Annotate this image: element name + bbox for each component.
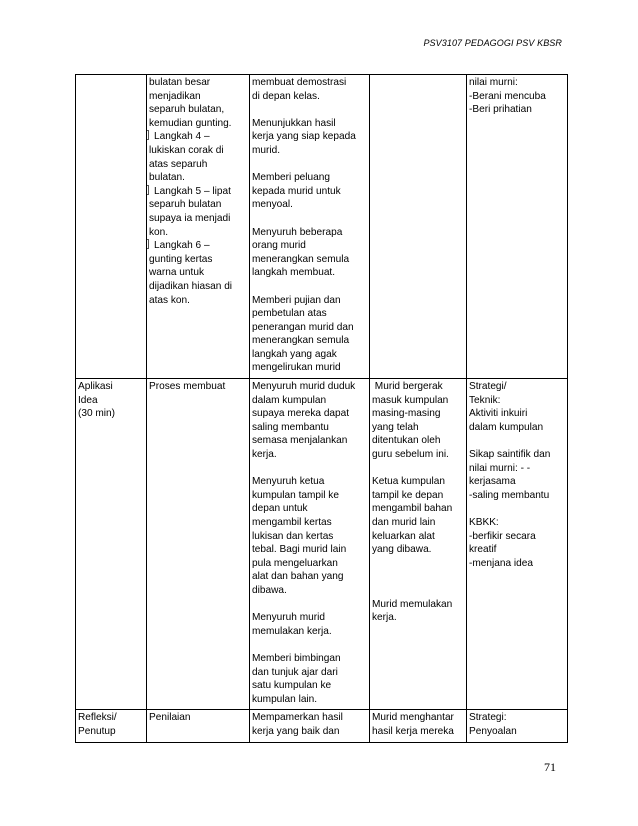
- text-line: Sikap saintifik dan: [469, 449, 551, 461]
- text-line: nilai murni: - -: [469, 462, 531, 474]
- teacher-activity-cell: [250, 379, 370, 710]
- text-line: kumpulan tampil ke: [252, 489, 339, 501]
- text-line: orang murid: [252, 240, 306, 252]
- notes-cell: [467, 75, 568, 379]
- text-line: Memberi pujian dan: [252, 294, 341, 306]
- lesson-plan-table: [75, 74, 568, 743]
- content-cell: [147, 379, 250, 710]
- text-line: atas kon.: [149, 294, 190, 306]
- text-line: Aplikasi: [78, 381, 113, 393]
- text-line: kerja yang siap kepada: [252, 131, 356, 143]
- text-line: di depan kelas.: [252, 90, 320, 102]
- text-line: dalam kumpulan: [469, 421, 544, 433]
- text-line: dibawa.: [252, 584, 287, 596]
- text-line: Penilaian: [149, 712, 191, 724]
- text-line: memulakan kerja.: [252, 625, 332, 637]
- table-row: [76, 710, 568, 742]
- bullet-text: Langkah 5 – lipat: [154, 185, 231, 197]
- text-line: supaya ia menjadi: [149, 212, 231, 224]
- blank-line: [252, 212, 367, 226]
- text-line: menerangkan semula: [252, 335, 350, 347]
- bullet-text: Langkah 4 –: [154, 131, 210, 143]
- text-line: Penutup: [78, 725, 116, 737]
- blank-line: [372, 584, 464, 598]
- blank-line: [372, 462, 464, 476]
- text-line: Teknik:: [469, 394, 501, 406]
- text-line: satu kumpulan ke: [252, 680, 332, 692]
- blank-line: [252, 280, 367, 294]
- bullet-item: [149, 130, 247, 144]
- text-line: Ketua kumpulan: [372, 476, 445, 488]
- text-line: mengelirukan murid: [252, 362, 341, 374]
- bullet-item: [149, 239, 247, 253]
- text-line: (30 min): [78, 408, 116, 420]
- text-line: yang dibawa.: [372, 544, 432, 556]
- text-line: kerja.: [372, 612, 397, 624]
- text-line: Menyuruh beberapa: [252, 226, 343, 238]
- text-line: Idea: [78, 394, 98, 406]
- text-line: kumpulan lain.: [252, 693, 318, 705]
- text-line: pula mengeluarkan: [252, 557, 338, 569]
- text-line: dijadikan hiasan di: [149, 280, 233, 292]
- phase-cell: [76, 75, 147, 379]
- text-line: membuat demostrasi: [252, 77, 347, 88]
- student-activity-cell: [370, 379, 467, 710]
- table-row: [76, 75, 568, 379]
- bullet-box-icon: [147, 130, 150, 140]
- blank-line: [372, 570, 464, 584]
- text-line: Aktiviti inkuiri: [469, 408, 528, 420]
- text-line: kerja yang baik dan: [252, 725, 340, 737]
- text-line: tebal. Bagi murid lain: [252, 544, 347, 556]
- text-line: lukisan dan kertas: [252, 530, 334, 542]
- text-line: keluarkan alat: [372, 530, 435, 542]
- text-line: mengambil bahan: [372, 503, 453, 515]
- notes-cell: [467, 710, 568, 742]
- teacher-activity-cell: [250, 75, 370, 379]
- blank-line: [252, 103, 367, 117]
- text-line: Strategi/: [469, 381, 507, 393]
- text-line: Penyoalan: [469, 725, 517, 737]
- table-row: [76, 379, 568, 710]
- blank-line: [252, 462, 367, 476]
- bullet-box-icon: [147, 239, 150, 249]
- text-line: depan untuk: [252, 503, 308, 515]
- text-line: langkah membuat.: [252, 267, 336, 279]
- blank-line: [469, 502, 565, 516]
- text-line: Proses membuat: [149, 381, 226, 393]
- bullet-box-icon: [147, 185, 150, 195]
- text-line: pembetulan atas: [252, 308, 327, 320]
- text-line: Menunjukkan hasil: [252, 117, 336, 129]
- phase-cell: [76, 710, 147, 742]
- text-line: nilai murni:: [469, 77, 518, 88]
- text-line: bulatan.: [149, 172, 185, 184]
- text-line: menerangkan semula: [252, 253, 350, 265]
- text-line: saling membantu: [252, 421, 329, 433]
- text-line: -berfikir secara: [469, 530, 536, 542]
- text-line: lukiskan corak di: [149, 144, 224, 156]
- phase-cell: [76, 379, 147, 710]
- text-line: separuh bulatan,: [149, 104, 225, 116]
- text-line: hasil kerja mereka: [372, 725, 454, 737]
- text-line: menjadikan: [149, 90, 201, 102]
- text-line: masuk kumpulan: [372, 394, 449, 406]
- content-cell: [147, 75, 250, 379]
- text-line: Menyuruh murid: [252, 612, 325, 624]
- text-line: kepada murid untuk: [252, 185, 341, 197]
- text-line: alat dan bahan yang: [252, 571, 344, 583]
- blank-line: [252, 158, 367, 172]
- text-line: warna untuk: [149, 267, 204, 279]
- text-line: Menyuruh ketua: [252, 476, 325, 488]
- text-line: penerangan murid dan: [252, 321, 354, 333]
- text-line: -Beri prihatian: [469, 104, 532, 116]
- blank-line: [469, 434, 565, 448]
- text-line: Mempamerkan hasil: [252, 712, 343, 724]
- page-number: 71: [544, 760, 556, 774]
- text-line: Murid menghantar: [372, 712, 454, 724]
- text-line: semasa menjalankan: [252, 435, 348, 447]
- text-line: supaya mereka dapat: [252, 408, 350, 420]
- text-line: gunting kertas: [149, 253, 213, 265]
- bullet-item: [149, 185, 247, 199]
- text-line: mengambil kertas: [252, 517, 332, 528]
- text-line: kemudian gunting.: [149, 117, 232, 129]
- text-line: menyoal.: [252, 199, 293, 211]
- notes-cell: [467, 379, 568, 710]
- text-line: separuh bulatan: [149, 199, 222, 211]
- text-line: KBKK:: [469, 517, 499, 528]
- text-line: yang telah: [372, 421, 419, 433]
- text-line: -Berani mencuba: [469, 90, 546, 102]
- text-line: Menyuruh murid duduk: [252, 381, 356, 393]
- text-line: kerjasama: [469, 476, 516, 488]
- blank-line: [252, 638, 367, 652]
- text-line: Memberi peluang: [252, 172, 330, 184]
- text-line: dan murid lain: [372, 517, 436, 528]
- text-line: Strategi:: [469, 712, 507, 724]
- content-cell: [147, 710, 250, 742]
- text-line: bulatan besar: [149, 77, 211, 88]
- blank-line: [372, 557, 464, 571]
- text-line: kerja.: [252, 449, 277, 461]
- student-activity-cell: [370, 710, 467, 742]
- text-line: murid.: [252, 144, 281, 156]
- bullet-text: Langkah 6 –: [154, 240, 210, 252]
- text-line: Memberi bimbingan: [252, 652, 341, 664]
- blank-line: [252, 598, 367, 612]
- teacher-activity-cell: [250, 710, 370, 742]
- text-line: atas separuh: [149, 158, 208, 170]
- text-line: Murid bergerak: [372, 381, 443, 393]
- text-line: -menjana idea: [469, 557, 533, 569]
- text-line: kon.: [149, 226, 169, 238]
- text-line: -saling membantu: [469, 489, 550, 501]
- text-line: dan tunjuk ajar dari: [252, 666, 338, 678]
- student-activity-cell: [370, 75, 467, 379]
- text-line: kreatif: [469, 544, 497, 556]
- text-line: masing-masing: [372, 408, 441, 420]
- page-header: PSV3107 PEDAGOGI PSV KBSR: [423, 38, 562, 48]
- text-line: dalam kumpulan: [252, 394, 327, 406]
- text-line: guru sebelum ini.: [372, 449, 449, 461]
- text-line: langkah yang agak: [252, 348, 337, 360]
- text-line: Murid memulakan: [372, 598, 453, 610]
- text-line: Refleksi/: [78, 712, 117, 724]
- text-line: ditentukan oleh: [372, 435, 441, 447]
- text-line: tampil ke depan: [372, 489, 444, 501]
